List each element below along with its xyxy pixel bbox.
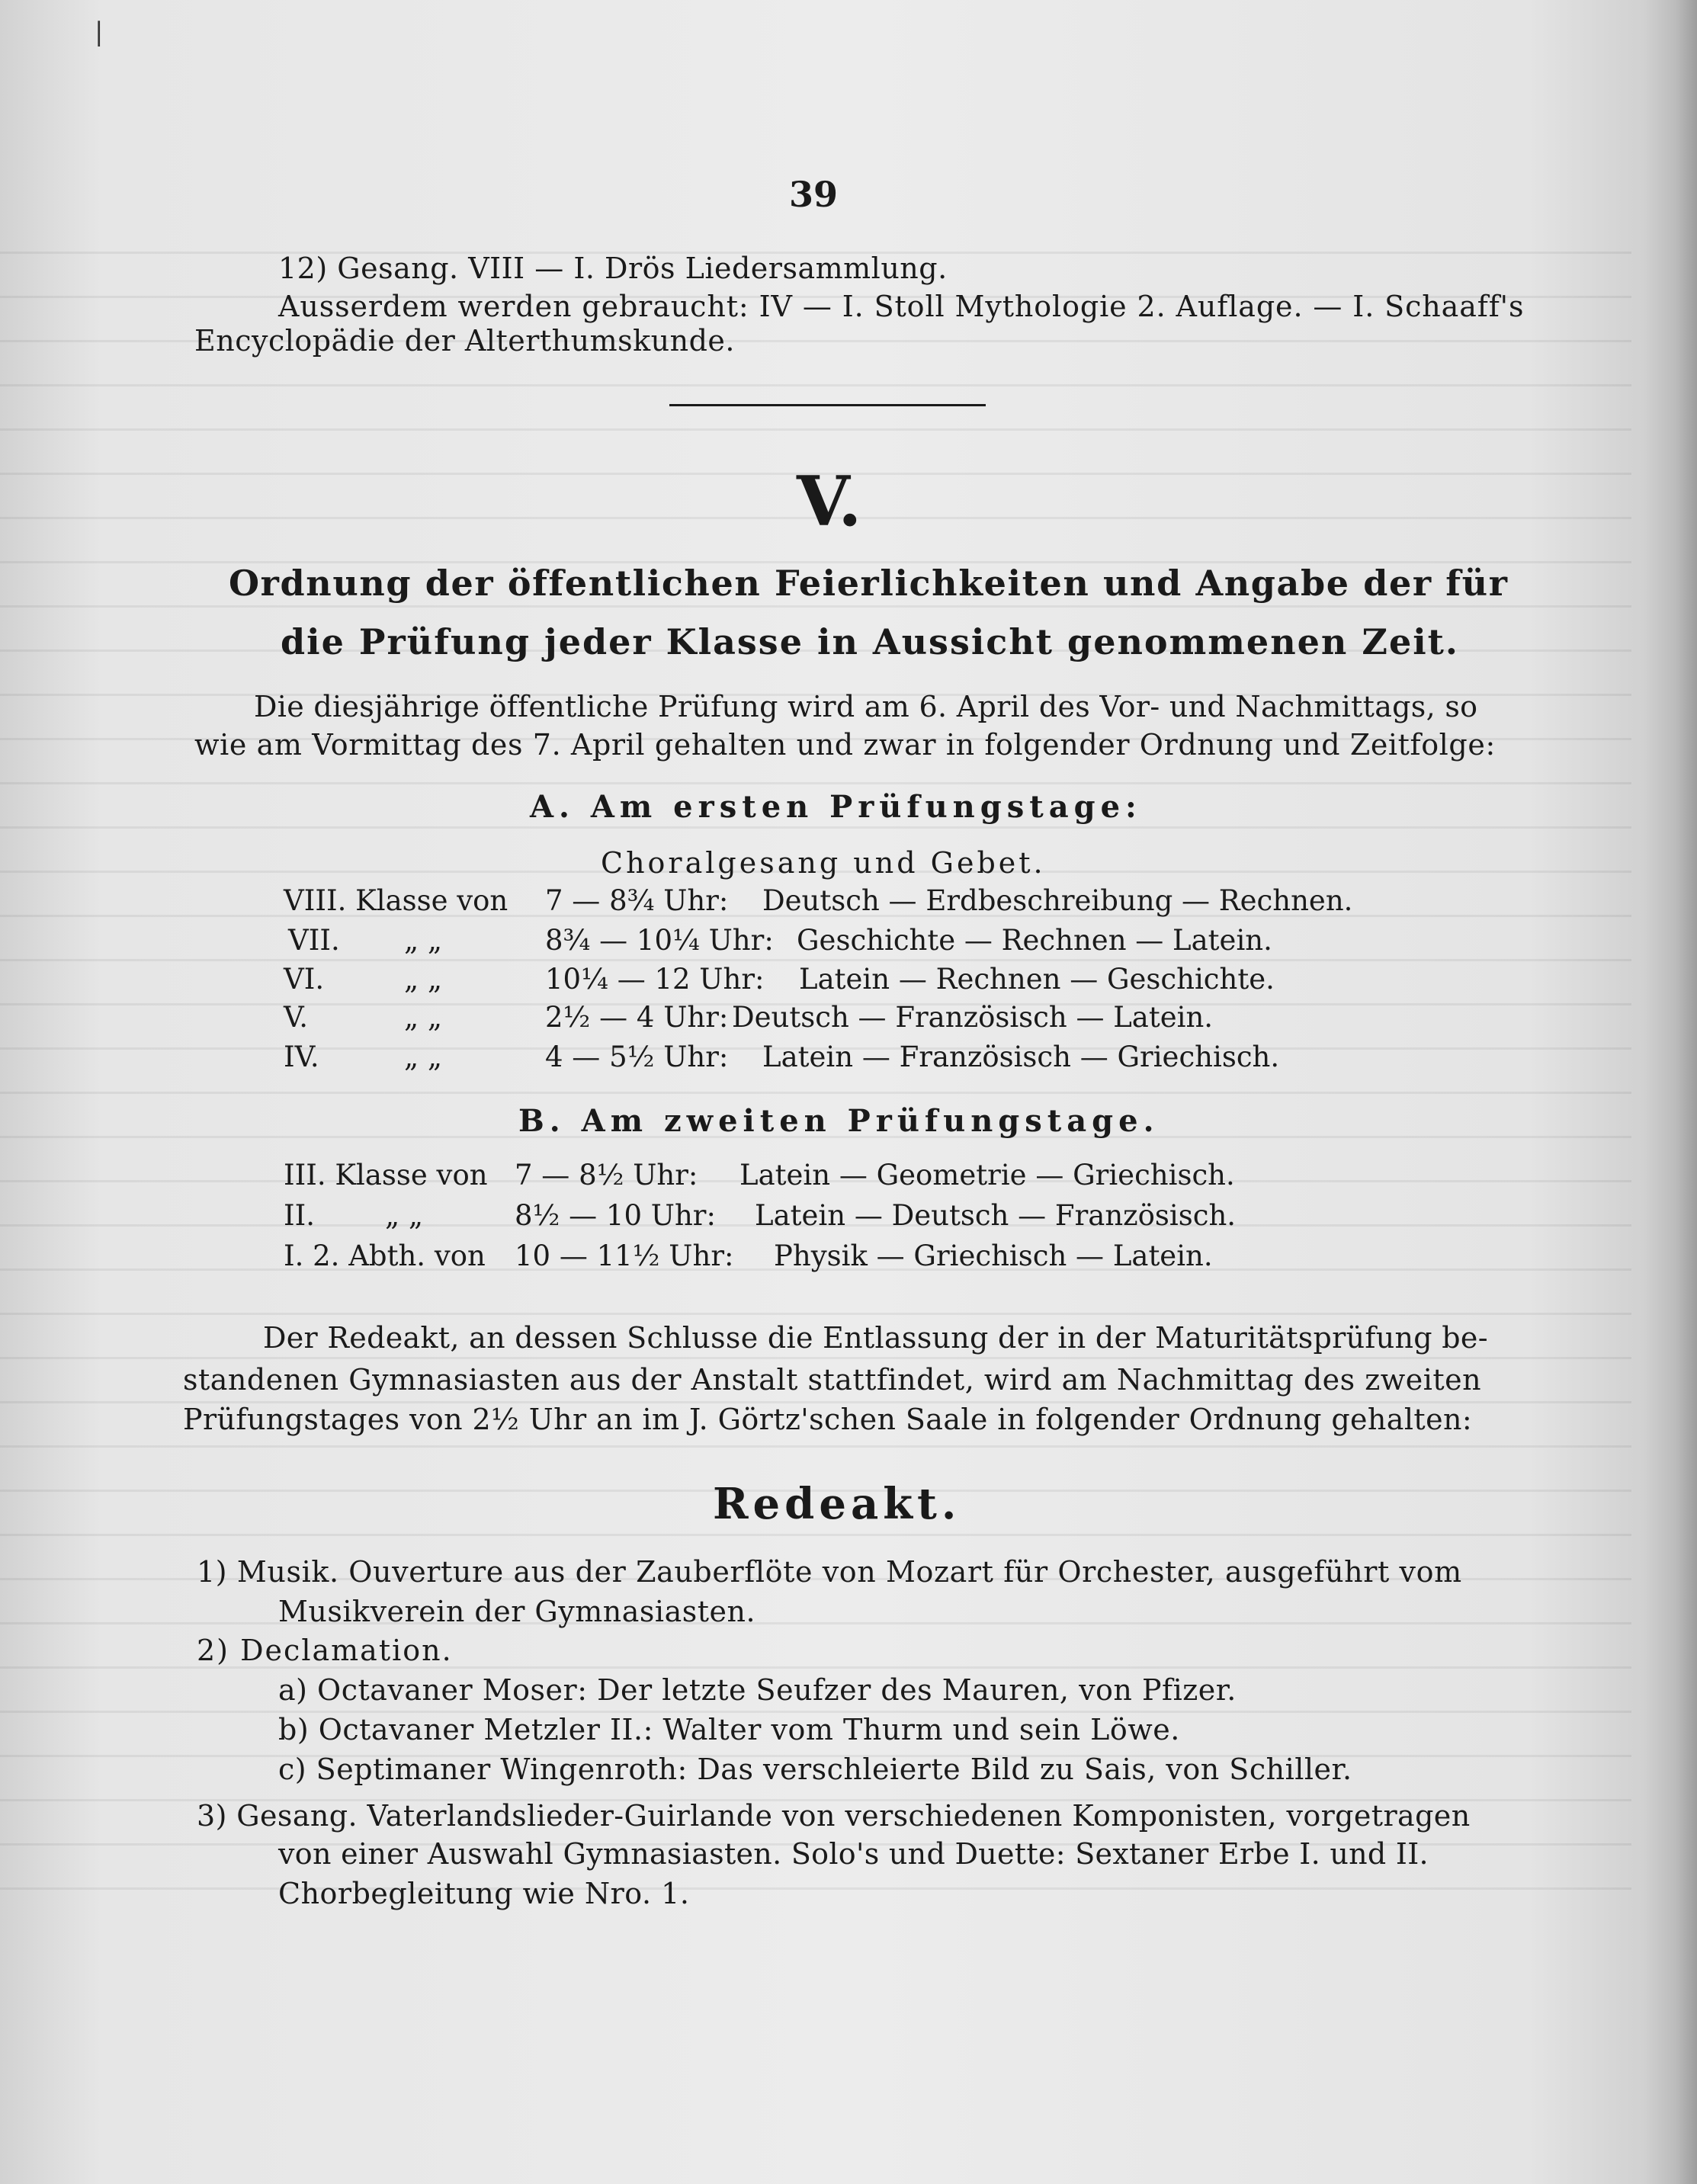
redeakt-intro-line-3: Prüfungstages von 2½ Uhr an im J. Görtz'schen Saale in folgender Ordnung gehalten: (183, 1403, 1473, 1436)
day-b-title: B. Am zweiten Prüfungstage. (518, 1103, 1160, 1139)
program-declamation-c: c) Septimaner Wingenroth: Das verschleierte Bild zu Sais, von Schiller. (278, 1753, 1352, 1786)
schedule-time: 7 — 8¾ Uhr: (545, 884, 729, 917)
schedule-time: 2½ — 4 Uhr: (545, 1001, 729, 1034)
schedule-class: III. Klasse von (284, 1159, 488, 1191)
intro-line-2: wie am Vormittag des 7. April gehalten und zwar in folgender Ordnung und Zeitfolge: (194, 728, 1496, 762)
redeakt-intro-line-2: standenen Gymnasiasten aus der Anstalt stattfindet, wird am Nachmittag des zweiten (183, 1363, 1482, 1397)
schedule-ditto: „ „ (404, 1001, 443, 1034)
schedule-class: I. 2. Abth. von (284, 1240, 486, 1272)
subject-line-gesang: 12) Gesang. VIII — I. Drös Liedersammlung. (278, 252, 948, 285)
program-item-music: 1) Musik. Ouverture aus der Zauberflöte von Mozart für Orchester, ausgeführt vom (197, 1555, 1462, 1589)
schedule-subjects: Deutsch — Erdbeschreibung — Rechnen. (762, 884, 1353, 917)
schedule-ditto: „ „ (385, 1199, 424, 1232)
schedule-time: 4 — 5½ Uhr: (545, 1041, 729, 1073)
schedule-subjects: Latein — Deutsch — Französisch. (755, 1199, 1237, 1232)
section-divider (669, 404, 986, 406)
schedule-class: IV. (284, 1041, 319, 1073)
redeakt-title: Redeakt. (713, 1479, 961, 1529)
schedule-ditto: „ „ (404, 924, 443, 957)
schedule-time: 10 — 11½ Uhr: (515, 1240, 734, 1272)
schedule-class: V. (284, 1001, 309, 1034)
schedule-class: II. (284, 1199, 315, 1232)
schedule-class: VI. (284, 963, 325, 996)
schedule-time: 8½ — 10 Uhr: (515, 1199, 716, 1232)
schedule-class: VIII. Klasse von (284, 884, 508, 917)
schedule-time: 7 — 8½ Uhr: (515, 1159, 698, 1191)
opening-ceremony: Choralgesang und Gebet. (601, 846, 1046, 880)
schedule-subjects: Geschichte — Rechnen — Latein. (797, 924, 1272, 957)
program-item-music-cont: Musikverein der Gymnasiasten. (278, 1595, 756, 1628)
heading-line-1: Ordnung der öffentlichen Feierlichkeiten und Angabe der für (229, 563, 1509, 604)
schedule-subjects: Latein — Französisch — Griechisch. (762, 1041, 1280, 1073)
day-a-title: A. Am ersten Prüfungstage: (530, 789, 1142, 825)
textbook-line: Ausserdem werden gebraucht: IV — I. Stoll Mythologie 2. Auflage. — I. Schaaff's (278, 290, 1525, 323)
program-declamation-b: b) Octavaner Metzler II.: Walter vom Thurm und sein Löwe. (278, 1713, 1180, 1746)
schedule-subjects: Physik — Griechisch — Latein. (774, 1240, 1213, 1272)
section-numeral: V. (797, 461, 862, 542)
program-item-song-cont: von einer Auswahl Gymnasiasten. Solo's und Duette: Sextaner Erbe I. und II. (278, 1837, 1429, 1871)
textbook-line-cont: Encyclopädie der Alterthumskunde. (194, 324, 735, 358)
page-fold-shadow (1644, 0, 1697, 2184)
heading-line-2: die Prüfung jeder Klasse in Aussicht genommenen Zeit. (281, 621, 1459, 662)
program-item-song: 3) Gesang. Vaterlandslieder-Guirlande von verschiedenen Komponisten, vorgetragen (197, 1799, 1471, 1833)
schedule-subjects: Latein — Rechnen — Geschichte. (799, 963, 1275, 996)
schedule-time: 10¼ — 12 Uhr: (545, 963, 765, 996)
intro-line-1: Die diesjährige öffentliche Prüfung wird am 6. April des Vor- und Nachmittags, so (254, 690, 1478, 723)
program-item-declamation: 2) Declamation. (197, 1634, 453, 1667)
schedule-subjects: Deutsch — Französisch — Latein. (732, 1001, 1214, 1034)
schedule-class: VII. (288, 924, 340, 957)
program-declamation-a: a) Octavaner Moser: Der letzte Seufzer des Mauren, von Pfizer. (278, 1673, 1237, 1707)
margin-mark: | (95, 17, 104, 47)
schedule-ditto: „ „ (404, 1041, 443, 1073)
program-item-song-cont-2: Chorbegleitung wie Nro. 1. (278, 1877, 690, 1910)
page-number: 39 (789, 174, 839, 215)
redeakt-intro-line-1: Der Redeakt, an dessen Schlusse die Entlassung der in der Maturitätsprüfung be- (263, 1321, 1488, 1355)
schedule-time: 8¾ — 10¼ Uhr: (545, 924, 774, 957)
schedule-ditto: „ „ (404, 963, 443, 996)
schedule-subjects: Latein — Geometrie — Griechisch. (739, 1159, 1235, 1191)
